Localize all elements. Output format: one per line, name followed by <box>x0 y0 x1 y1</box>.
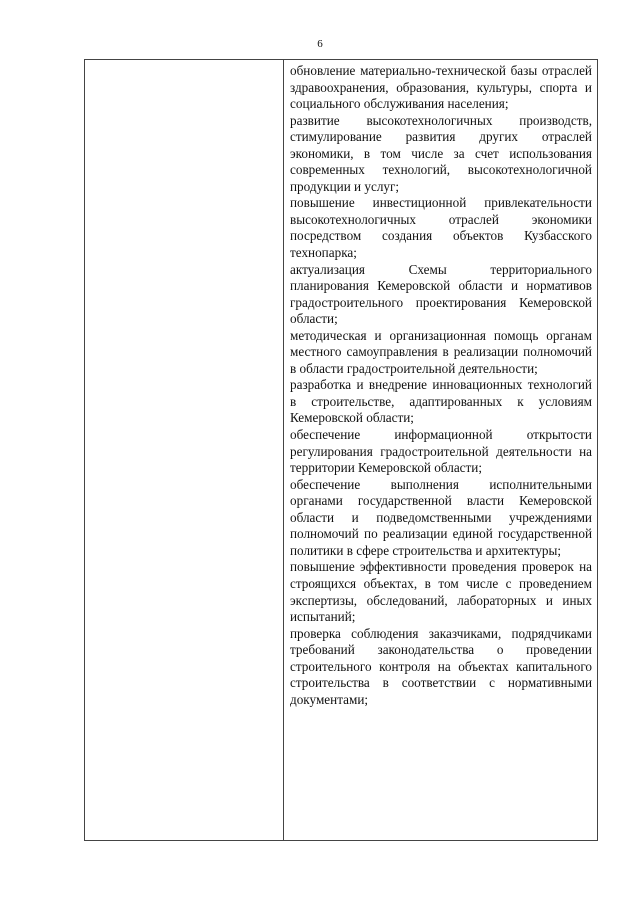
list-item: обеспечение информационной открытости регулирования градостроительной деятельности на территории Кемеровской области; <box>290 427 592 476</box>
list-item: методическая и организационная помощь органам местного самоуправления в реализации полномочий в области градостроительной деятельности; <box>290 327 592 376</box>
list-item: актуализация Схемы территориального планирования Кемеровской области и нормативов градостроительного проектирования Кемеровской области; <box>290 261 592 327</box>
list-item: развитие высокотехнологичных производств, стимулирование развития других отраслей экономики, в том числе за счет использования современных технологий, высокотехнологичной продукции и услуг; <box>290 112 592 194</box>
list-item: обновление материально-технической базы отраслей здравоохранения, образования, культуры, спорта и социального обслуживания населения; <box>290 63 592 112</box>
table-right-cell <box>290 63 592 708</box>
list-item: обеспечение выполнения исполнительными органами государственной власти Кемеровской области и подведомственными учреждениями полномочий по реализации единой государственной политики в сфере строительства и архитектуры; <box>290 476 592 558</box>
document-table <box>84 59 598 841</box>
list-item: проверка соблюдения заказчиками, подрядчиками требований законодательства о проведении строительного контроля на объектах капитального строительства в соответствии с нормативными документами; <box>290 625 592 707</box>
list-item: повышение инвестиционной привлекательности высокотехнологичных отраслей экономики посредством создания объектов Кузбасского технопарка; <box>290 195 592 261</box>
table-left-cell <box>85 60 283 840</box>
column-divider <box>283 60 284 840</box>
page-number: 6 <box>317 38 323 50</box>
list-item: повышение эффективности проведения проверок на строящихся объектах, в том числе с проведением экспертизы, обследований, лабораторных и иных испытаний; <box>290 559 592 625</box>
list-item: разработка и внедрение инновационных технологий в строительстве, адаптированных к условиям Кемеровской области; <box>290 377 592 426</box>
